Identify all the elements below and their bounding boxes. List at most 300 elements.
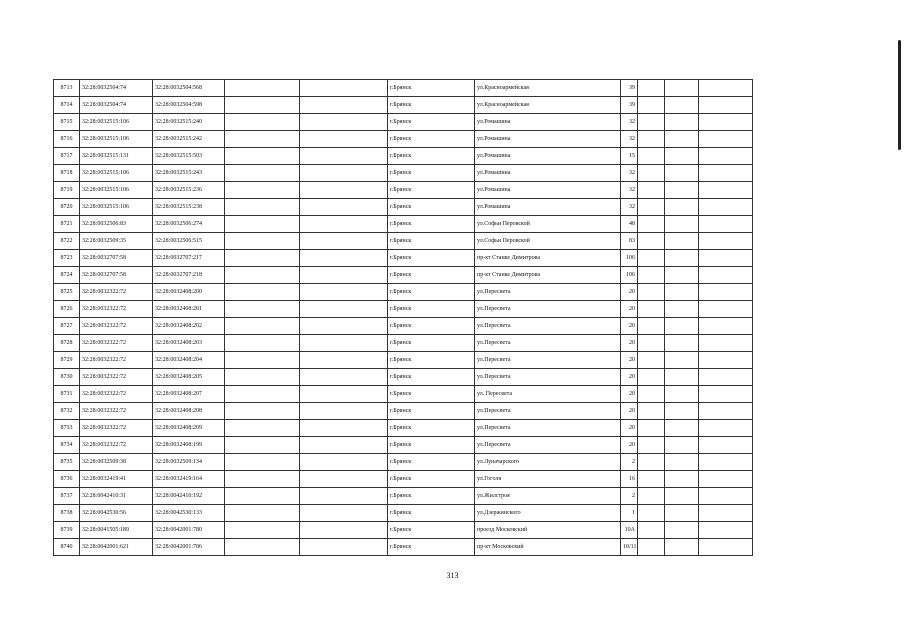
empty-cell <box>699 454 753 471</box>
table-row <box>54 114 753 131</box>
empty-cell <box>225 301 300 318</box>
page-number: 313 <box>446 571 459 580</box>
row-number-cell: 8737 <box>54 488 80 505</box>
empty-cell <box>225 522 300 539</box>
cadastral-number-cell: 32:28:0032509:38 <box>80 454 153 471</box>
empty-cell <box>225 284 300 301</box>
empty-cell <box>699 165 753 182</box>
cadastral-number-cell: 32:28:0032322:72 <box>80 369 153 386</box>
object-cadastral-number-cell: 32:28:0032408:202 <box>153 318 225 335</box>
empty-cell <box>665 488 699 505</box>
street-cell: пр-кт Московский <box>475 539 621 556</box>
street-cell: ул.Ромашина <box>475 165 621 182</box>
cadastral-number-cell: 32:28:0032509:35 <box>80 233 153 250</box>
empty-cell <box>638 539 665 556</box>
scan-edge-mark <box>898 40 901 150</box>
cadastral-number-cell: 32:28:0032322:72 <box>80 386 153 403</box>
row-number-cell: 8723 <box>54 250 80 267</box>
house-number-cell: 16 <box>621 471 638 488</box>
empty-cell <box>665 471 699 488</box>
row-number-cell: 8731 <box>54 386 80 403</box>
house-number-cell: 10/11 <box>621 539 638 556</box>
empty-cell <box>225 267 300 284</box>
empty-cell <box>638 420 665 437</box>
table-row <box>54 267 753 284</box>
object-cadastral-number-cell: 32:28:0032515:503 <box>153 148 225 165</box>
row-number-cell: 8725 <box>54 284 80 301</box>
table-row <box>54 505 753 522</box>
empty-cell <box>225 471 300 488</box>
table-row <box>54 420 753 437</box>
street-cell: ул.Красноармейская <box>475 80 621 97</box>
table-row <box>54 199 753 216</box>
street-cell: ул.Пересвета <box>475 420 621 437</box>
house-number-cell: 20 <box>621 352 638 369</box>
house-number-cell: 15 <box>621 148 638 165</box>
object-cadastral-number-cell: 32:28:0032515:243 <box>153 165 225 182</box>
empty-cell <box>665 284 699 301</box>
empty-cell <box>665 267 699 284</box>
house-number-cell: 10А <box>621 522 638 539</box>
empty-cell <box>638 471 665 488</box>
row-number-cell: 8726 <box>54 301 80 318</box>
street-cell: пр-кт Станке Димитрова <box>475 267 621 284</box>
cadastral-number-cell: 32:28:0032707:58 <box>80 250 153 267</box>
object-cadastral-number-cell: 32:28:0032515:238 <box>153 199 225 216</box>
street-cell: ул.Ромашина <box>475 114 621 131</box>
city-cell: г.Брянск <box>388 267 475 284</box>
empty-cell <box>638 505 665 522</box>
empty-cell <box>665 233 699 250</box>
street-cell: ул.Красноармейская <box>475 97 621 114</box>
house-number-cell: 20 <box>621 369 638 386</box>
row-number-cell: 8720 <box>54 199 80 216</box>
city-cell: г.Брянск <box>388 165 475 182</box>
empty-cell <box>300 182 388 199</box>
empty-cell <box>665 505 699 522</box>
cadastral-number-cell: 32:28:0032504:74 <box>80 97 153 114</box>
house-number-cell: 20 <box>621 318 638 335</box>
empty-cell <box>225 352 300 369</box>
object-cadastral-number-cell: 32:28:0042001:706 <box>153 539 225 556</box>
empty-cell <box>300 335 388 352</box>
empty-cell <box>699 114 753 131</box>
row-number-cell: 8716 <box>54 131 80 148</box>
cadastral-number-cell: 32:28:0032515:106 <box>80 182 153 199</box>
cadastral-number-cell: 32:28:0032515:131 <box>80 148 153 165</box>
empty-cell <box>225 420 300 437</box>
empty-cell <box>300 148 388 165</box>
empty-cell <box>699 505 753 522</box>
city-cell: г.Брянск <box>388 420 475 437</box>
city-cell: г.Брянск <box>388 80 475 97</box>
empty-cell <box>665 216 699 233</box>
empty-cell <box>699 267 753 284</box>
empty-cell <box>699 386 753 403</box>
row-number-cell: 8721 <box>54 216 80 233</box>
city-cell: г.Брянск <box>388 369 475 386</box>
empty-cell <box>665 148 699 165</box>
empty-cell <box>699 97 753 114</box>
empty-cell <box>638 267 665 284</box>
row-number-cell: 8736 <box>54 471 80 488</box>
object-cadastral-number-cell: 32:28:0032408:208 <box>153 403 225 420</box>
empty-cell <box>300 114 388 131</box>
cadastral-number-cell: 32:28:0032322:72 <box>80 318 153 335</box>
house-number-cell: 1 <box>621 505 638 522</box>
table-row <box>54 522 753 539</box>
object-cadastral-number-cell: 32:28:0032408:209 <box>153 420 225 437</box>
empty-cell <box>225 403 300 420</box>
empty-cell <box>699 369 753 386</box>
table-row <box>54 539 753 556</box>
row-number-cell: 8729 <box>54 352 80 369</box>
house-number-cell: 106 <box>621 267 638 284</box>
empty-cell <box>225 199 300 216</box>
house-number-cell: 83 <box>621 233 638 250</box>
empty-cell <box>638 403 665 420</box>
table-row <box>54 165 753 182</box>
street-cell: ул.Луначарского <box>475 454 621 471</box>
city-cell: г.Брянск <box>388 97 475 114</box>
empty-cell <box>300 420 388 437</box>
empty-cell <box>665 97 699 114</box>
house-number-cell: 32 <box>621 199 638 216</box>
house-number-cell: 39 <box>621 80 638 97</box>
cadastral-number-cell: 32:28:0032506:83 <box>80 216 153 233</box>
table-row <box>54 471 753 488</box>
empty-cell <box>225 216 300 233</box>
empty-cell <box>225 386 300 403</box>
street-cell: ул.Пересвета <box>475 318 621 335</box>
empty-cell <box>699 148 753 165</box>
empty-cell <box>665 386 699 403</box>
empty-cell <box>638 148 665 165</box>
table-row <box>54 437 753 454</box>
house-number-cell: 2 <box>621 488 638 505</box>
empty-cell <box>638 437 665 454</box>
street-cell: проезд Московский <box>475 522 621 539</box>
empty-cell <box>225 131 300 148</box>
house-number-cell: 20 <box>621 284 638 301</box>
row-number-cell: 8722 <box>54 233 80 250</box>
table-row <box>54 182 753 199</box>
street-cell: ул.Пересвета <box>475 352 621 369</box>
empty-cell <box>638 199 665 216</box>
empty-cell <box>699 437 753 454</box>
house-number-cell: 20 <box>621 420 638 437</box>
city-cell: г.Брянск <box>388 233 475 250</box>
empty-cell <box>225 437 300 454</box>
empty-cell <box>300 522 388 539</box>
empty-cell <box>699 471 753 488</box>
empty-cell <box>699 522 753 539</box>
row-number-cell: 8724 <box>54 267 80 284</box>
object-cadastral-number-cell: 32:28:0042410:192 <box>153 488 225 505</box>
empty-cell <box>665 369 699 386</box>
empty-cell <box>300 369 388 386</box>
empty-cell <box>225 369 300 386</box>
empty-cell <box>300 267 388 284</box>
empty-cell <box>699 403 753 420</box>
street-cell: ул.Ромашина <box>475 148 621 165</box>
city-cell: г.Брянск <box>388 539 475 556</box>
city-cell: г.Брянск <box>388 505 475 522</box>
table-row <box>54 148 753 165</box>
table-row <box>54 301 753 318</box>
row-number-cell: 8713 <box>54 80 80 97</box>
empty-cell <box>300 539 388 556</box>
empty-cell <box>225 148 300 165</box>
empty-cell <box>300 454 388 471</box>
object-cadastral-number-cell: 32:28:0032707:217 <box>153 250 225 267</box>
empty-cell <box>699 352 753 369</box>
empty-cell <box>699 131 753 148</box>
empty-cell <box>699 488 753 505</box>
empty-cell <box>638 233 665 250</box>
empty-cell <box>638 369 665 386</box>
row-number-cell: 8733 <box>54 420 80 437</box>
empty-cell <box>225 250 300 267</box>
street-cell: ул.Ромашина <box>475 199 621 216</box>
object-cadastral-number-cell: 32:28:0032504:568 <box>153 80 225 97</box>
street-cell: ул.Ромашина <box>475 131 621 148</box>
empty-cell <box>300 250 388 267</box>
object-cadastral-number-cell: 32:28:0032408:200 <box>153 284 225 301</box>
object-cadastral-number-cell: 32:28:0032419:164 <box>153 471 225 488</box>
table-row <box>54 386 753 403</box>
cadastral-number-cell: 32:28:0032322:72 <box>80 420 153 437</box>
empty-cell <box>665 250 699 267</box>
city-cell: г.Брянск <box>388 335 475 352</box>
empty-cell <box>665 182 699 199</box>
table-row <box>54 318 753 335</box>
house-number-cell: 32 <box>621 182 638 199</box>
empty-cell <box>300 80 388 97</box>
empty-cell <box>225 454 300 471</box>
empty-cell <box>638 318 665 335</box>
empty-cell <box>638 182 665 199</box>
object-cadastral-number-cell: 32:28:0032515:242 <box>153 131 225 148</box>
empty-cell <box>225 233 300 250</box>
row-number-cell: 8738 <box>54 505 80 522</box>
city-cell: г.Брянск <box>388 148 475 165</box>
table-row <box>54 80 753 97</box>
empty-cell <box>665 165 699 182</box>
empty-cell <box>699 335 753 352</box>
table-row <box>54 335 753 352</box>
empty-cell <box>300 437 388 454</box>
empty-cell <box>300 505 388 522</box>
cadastral-number-cell: 32:28:0032322:72 <box>80 403 153 420</box>
row-number-cell: 8734 <box>54 437 80 454</box>
empty-cell <box>638 301 665 318</box>
empty-cell <box>638 488 665 505</box>
table-row <box>54 233 753 250</box>
object-cadastral-number-cell: 32:28:0032408:205 <box>153 369 225 386</box>
object-cadastral-number-cell: 32:28:0032707:218 <box>153 267 225 284</box>
house-number-cell: 20 <box>621 437 638 454</box>
row-number-cell: 8717 <box>54 148 80 165</box>
city-cell: г.Брянск <box>388 386 475 403</box>
city-cell: г.Брянск <box>388 488 475 505</box>
house-number-cell: 48 <box>621 216 638 233</box>
street-cell: ул.Дзержинского <box>475 505 621 522</box>
cadastral-number-cell: 32:28:0032322:72 <box>80 301 153 318</box>
object-cadastral-number-cell: 32:28:0032506:515 <box>153 233 225 250</box>
row-number-cell: 8719 <box>54 182 80 199</box>
table-row <box>54 216 753 233</box>
empty-cell <box>665 420 699 437</box>
cadastral-number-cell: 32:28:0042410:31 <box>80 488 153 505</box>
cadastral-number-cell: 32:28:0032707:58 <box>80 267 153 284</box>
street-cell: ул.Софьи Перовской <box>475 216 621 233</box>
empty-cell <box>225 165 300 182</box>
empty-cell <box>699 301 753 318</box>
cadastral-number-cell: 32:28:0032322:72 <box>80 284 153 301</box>
empty-cell <box>300 216 388 233</box>
cadastral-number-cell: 32:28:0032322:72 <box>80 352 153 369</box>
table-row <box>54 352 753 369</box>
empty-cell <box>300 301 388 318</box>
cadastral-number-cell: 32:28:0032515:106 <box>80 165 153 182</box>
empty-cell <box>638 216 665 233</box>
empty-cell <box>665 318 699 335</box>
street-cell: ул.Пересвета <box>475 437 621 454</box>
empty-cell <box>665 403 699 420</box>
city-cell: г.Брянск <box>388 216 475 233</box>
object-cadastral-number-cell: 32:28:0032408:201 <box>153 301 225 318</box>
empty-cell <box>699 250 753 267</box>
row-number-cell: 8728 <box>54 335 80 352</box>
empty-cell <box>638 335 665 352</box>
row-number-cell: 8739 <box>54 522 80 539</box>
city-cell: г.Брянск <box>388 454 475 471</box>
empty-cell <box>665 131 699 148</box>
empty-cell <box>665 335 699 352</box>
empty-cell <box>225 114 300 131</box>
empty-cell <box>225 318 300 335</box>
row-number-cell: 8740 <box>54 539 80 556</box>
empty-cell <box>665 437 699 454</box>
city-cell: г.Брянск <box>388 284 475 301</box>
street-cell: ул.Пересвета <box>475 284 621 301</box>
house-number-cell: 39 <box>621 97 638 114</box>
city-cell: г.Брянск <box>388 318 475 335</box>
empty-cell <box>665 454 699 471</box>
street-cell: ул.Пересвета <box>475 335 621 352</box>
table-row <box>54 250 753 267</box>
object-cadastral-number-cell: 32:28:0032515:240 <box>153 114 225 131</box>
table-row <box>54 131 753 148</box>
city-cell: г.Брянск <box>388 403 475 420</box>
empty-cell <box>225 80 300 97</box>
empty-cell <box>665 522 699 539</box>
empty-cell <box>638 131 665 148</box>
row-number-cell: 8735 <box>54 454 80 471</box>
address-table <box>53 79 753 556</box>
empty-cell <box>638 97 665 114</box>
empty-cell <box>638 114 665 131</box>
city-cell: г.Брянск <box>388 437 475 454</box>
empty-cell <box>225 505 300 522</box>
house-number-cell: 32 <box>621 114 638 131</box>
empty-cell <box>699 80 753 97</box>
street-cell: пр-кт Станке Димитрова <box>475 250 621 267</box>
empty-cell <box>225 97 300 114</box>
city-cell: г.Брянск <box>388 522 475 539</box>
empty-cell <box>225 539 300 556</box>
empty-cell <box>300 131 388 148</box>
empty-cell <box>665 539 699 556</box>
object-cadastral-number-cell: 32:28:0032408:199 <box>153 437 225 454</box>
empty-cell <box>665 352 699 369</box>
empty-cell <box>699 420 753 437</box>
empty-cell <box>300 403 388 420</box>
empty-cell <box>300 471 388 488</box>
table-row <box>54 284 753 301</box>
empty-cell <box>638 250 665 267</box>
empty-cell <box>300 97 388 114</box>
empty-cell <box>638 165 665 182</box>
cadastral-number-cell: 32:28:0032515:106 <box>80 114 153 131</box>
row-number-cell: 8718 <box>54 165 80 182</box>
empty-cell <box>638 386 665 403</box>
city-cell: г.Брянск <box>388 131 475 148</box>
city-cell: г.Брянск <box>388 199 475 216</box>
cadastral-number-cell: 32:28:0041505:189 <box>80 522 153 539</box>
cadastral-number-cell: 32:28:0032322:72 <box>80 437 153 454</box>
empty-cell <box>638 80 665 97</box>
empty-cell <box>699 539 753 556</box>
house-number-cell: 32 <box>621 131 638 148</box>
empty-cell <box>638 352 665 369</box>
street-cell: ул.Гоголя <box>475 471 621 488</box>
object-cadastral-number-cell: 32:28:0032408:207 <box>153 386 225 403</box>
street-cell: ул.Пересвета <box>475 301 621 318</box>
object-cadastral-number-cell: 32:28:0032515:236 <box>153 182 225 199</box>
empty-cell <box>638 522 665 539</box>
city-cell: г.Брянск <box>388 352 475 369</box>
street-cell: ул.Пересвета <box>475 369 621 386</box>
empty-cell <box>699 318 753 335</box>
empty-cell <box>699 216 753 233</box>
empty-cell <box>225 488 300 505</box>
house-number-cell: 106 <box>621 250 638 267</box>
table-row <box>54 488 753 505</box>
house-number-cell: 20 <box>621 335 638 352</box>
table-row <box>54 454 753 471</box>
house-number-cell: 32 <box>621 165 638 182</box>
object-cadastral-number-cell: 32:28:0032509:134 <box>153 454 225 471</box>
empty-cell <box>300 318 388 335</box>
city-cell: г.Брянск <box>388 182 475 199</box>
empty-cell <box>699 199 753 216</box>
cadastral-number-cell: 32:28:0032322:72 <box>80 335 153 352</box>
object-cadastral-number-cell: 32:28:0042530:133 <box>153 505 225 522</box>
empty-cell <box>665 114 699 131</box>
house-number-cell: 20 <box>621 403 638 420</box>
empty-cell <box>300 165 388 182</box>
empty-cell <box>699 233 753 250</box>
row-number-cell: 8715 <box>54 114 80 131</box>
cadastral-number-cell: 32:28:0032504:74 <box>80 80 153 97</box>
empty-cell <box>300 386 388 403</box>
object-cadastral-number-cell: 32:28:0032408:203 <box>153 335 225 352</box>
row-number-cell: 8714 <box>54 97 80 114</box>
empty-cell <box>225 182 300 199</box>
city-cell: г.Брянск <box>388 471 475 488</box>
